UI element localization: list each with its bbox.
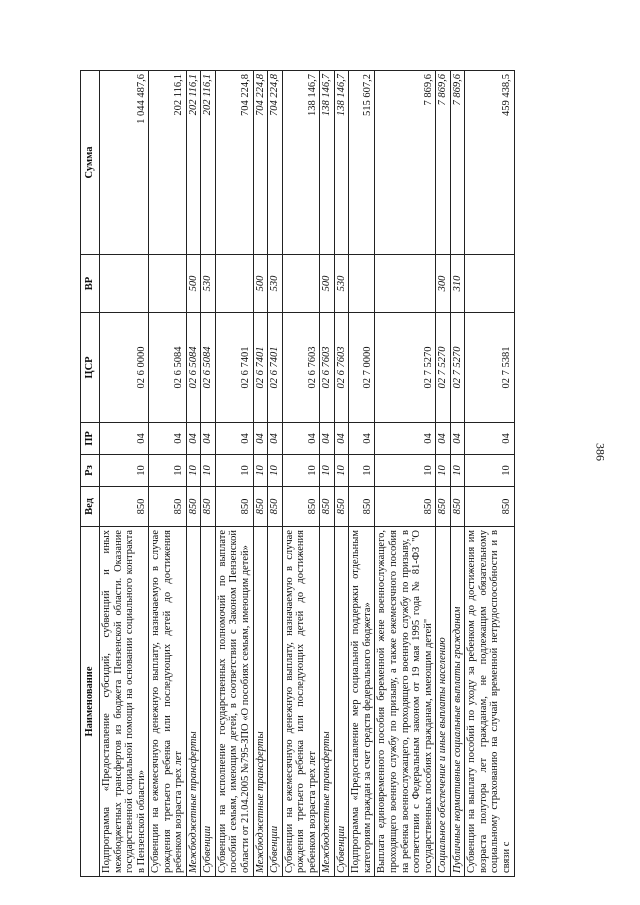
cell-csr: 02 6 5084: [149, 313, 187, 423]
cell-ved: 850: [349, 487, 375, 527]
cell-vr: 500: [253, 255, 268, 313]
cell-rz: 10: [253, 455, 268, 487]
cell-ved: 850: [100, 487, 149, 527]
cell-vr: 500: [320, 255, 335, 313]
cell-name: Межбюджетные трансферты: [186, 527, 201, 877]
cell-csr: 02 7 5270: [375, 313, 436, 423]
cell-pr: 04: [149, 423, 187, 455]
header-csr: ЦСР: [81, 313, 100, 423]
cell-csr: 02 6 5084: [201, 313, 216, 423]
cell-vr: [375, 255, 436, 313]
cell-ved: 850: [320, 487, 335, 527]
cell-rz: 10: [320, 455, 335, 487]
header-vr: ВР: [81, 255, 100, 313]
cell-sum: 138 146,7: [334, 71, 349, 255]
cell-ved: 850: [436, 487, 451, 527]
cell-rz: 10: [215, 455, 253, 487]
cell-sum: 202 116,1: [186, 71, 201, 255]
cell-rz: 10: [186, 455, 201, 487]
cell-pr: 04: [215, 423, 253, 455]
cell-rz: 10: [349, 455, 375, 487]
table-row: [282, 71, 320, 877]
cell-vr: 500: [186, 255, 201, 313]
cell-name: Субвенции на выплату пособий по уходу за ребенком до достижения им возраста полутора лет гражданам, не подлежащим обязательному социальному страхованию на случай временной нетрудоспособности и в связи с: [465, 527, 514, 877]
cell-pr: 04: [201, 423, 216, 455]
cell-sum: 138 146,7: [320, 71, 335, 255]
cell-pr: 04: [349, 423, 375, 455]
cell-sum: 138 146,7: [282, 71, 320, 255]
table-row: [334, 71, 349, 877]
cell-rz: 10: [375, 455, 436, 487]
cell-sum: 7 869,6: [450, 71, 465, 255]
header-name: Наименование: [81, 527, 100, 877]
cell-ved: 850: [253, 487, 268, 527]
cell-csr: 02 6 7603: [334, 313, 349, 423]
table-row: [149, 71, 187, 877]
cell-vr: 300: [436, 255, 451, 313]
cell-pr: 04: [282, 423, 320, 455]
cell-name: Подпрограмма «Предоставление мер социальной поддержки отдельным категориям граждан за счет средств федерального бюджета»: [349, 527, 375, 877]
table-header-row: [81, 71, 100, 877]
page-number: 386: [593, 443, 608, 461]
cell-vr: [215, 255, 253, 313]
cell-name: Субвенции: [268, 527, 283, 877]
cell-csr: 02 6 7401: [215, 313, 253, 423]
cell-name: Межбюджетные трансферты: [320, 527, 335, 877]
cell-name: Субвенции на ежемесячную денежную выплату, назначаемую в случае рождения третьего ребенка или последующих детей до достижения ребенком возраста трех лет: [149, 527, 187, 877]
cell-vr: [149, 255, 187, 313]
cell-name: Социальное обеспечение и иные выплаты населению: [436, 527, 451, 877]
cell-sum: 7 869,6: [436, 71, 451, 255]
cell-sum: 459 438,5: [465, 71, 514, 255]
cell-name: Субвенции на исполнение государственных полномочий по выплате пособий семьям, имеющим детей, в соответствии с Законом Пензенской области от 21.04.2005 №795-ЗПО «О пособиях семьям, имеющим детей»: [215, 527, 253, 877]
cell-name: Публичные нормативные социальные выплаты гражданам: [450, 527, 465, 877]
cell-ved: 850: [465, 487, 514, 527]
cell-vr: 530: [268, 255, 283, 313]
header-ved: Вед: [81, 487, 100, 527]
cell-rz: 10: [149, 455, 187, 487]
cell-csr: 02 6 5084: [186, 313, 201, 423]
table-row: [375, 71, 436, 877]
cell-sum: 515 607,2: [349, 71, 375, 255]
cell-pr: 04: [253, 423, 268, 455]
table-row: [436, 71, 451, 877]
table-row: [268, 71, 283, 877]
cell-ved: 850: [201, 487, 216, 527]
cell-csr: 02 7 5270: [436, 313, 451, 423]
cell-ved: 850: [375, 487, 436, 527]
cell-vr: 530: [201, 255, 216, 313]
cell-vr: [465, 255, 514, 313]
cell-rz: 10: [450, 455, 465, 487]
cell-csr: 02 6 7401: [253, 313, 268, 423]
cell-ved: 850: [450, 487, 465, 527]
cell-ved: 850: [282, 487, 320, 527]
cell-pr: 04: [320, 423, 335, 455]
cell-vr: 310: [450, 255, 465, 313]
budget-table: [80, 70, 515, 877]
table-row: [100, 71, 149, 877]
cell-sum: 1 044 487,6: [100, 71, 149, 255]
cell-name: Субвенции: [201, 527, 216, 877]
table-row: [186, 71, 201, 877]
table-row: [215, 71, 253, 877]
cell-pr: 04: [100, 423, 149, 455]
cell-csr: 02 7 5381: [465, 313, 514, 423]
cell-ved: 850: [215, 487, 253, 527]
cell-name: Субвенции: [334, 527, 349, 877]
table-row: [349, 71, 375, 877]
cell-rz: 10: [201, 455, 216, 487]
header-sum: Сумма: [81, 71, 100, 255]
header-pr: ПР: [81, 423, 100, 455]
cell-pr: 04: [465, 423, 514, 455]
cell-rz: 10: [282, 455, 320, 487]
cell-sum: 704 224,8: [253, 71, 268, 255]
cell-pr: 04: [334, 423, 349, 455]
cell-vr: [100, 255, 149, 313]
cell-sum: 704 224,8: [268, 71, 283, 255]
cell-csr: 02 6 0000: [100, 313, 149, 423]
cell-rz: 10: [100, 455, 149, 487]
cell-rz: 10: [465, 455, 514, 487]
cell-pr: 04: [268, 423, 283, 455]
table-row: [465, 71, 514, 877]
cell-pr: 04: [375, 423, 436, 455]
cell-csr: 02 6 7401: [268, 313, 283, 423]
cell-name: Межбюджетные трансферты: [253, 527, 268, 877]
cell-rz: 10: [436, 455, 451, 487]
cell-ved: 850: [334, 487, 349, 527]
cell-sum: 202 116,1: [149, 71, 187, 255]
cell-rz: 10: [268, 455, 283, 487]
cell-rz: 10: [334, 455, 349, 487]
cell-name: Подпрограмма «Предоставление субсидий, субвенций и иных межбюджетных трансфертов из бюджета Пензенской области. Оказание государственной социальной помощи на основании социального контракта в Пензенской области»: [100, 527, 149, 877]
cell-name: Выплата единовременного пособия беременной жене военнослужащего, проходящего военную службу по призыву, а также ежемесячного пособия на ребенка военнослужащего, проходящего военную службу по призыву, в соответствии с Федеральным законом от 19 мая 1995 года № 81-ФЗ "О государственных пособиях гражданам, имеющим детей": [375, 527, 436, 877]
header-rz: Рз: [81, 455, 100, 487]
cell-name: Субвенции на ежемесячную денежную выплату, назначаемую в случае рождения третьего ребенка или последующих детей до достижения ребенком возраста трех лет: [282, 527, 320, 877]
cell-csr: 02 7 0000: [349, 313, 375, 423]
cell-csr: 02 7 5270: [450, 313, 465, 423]
table-row: [320, 71, 335, 877]
table-row: [253, 71, 268, 877]
cell-vr: [349, 255, 375, 313]
rotated-page-content: [80, 71, 588, 877]
cell-ved: 850: [149, 487, 187, 527]
cell-sum: 704 224,8: [215, 71, 253, 255]
cell-ved: 850: [186, 487, 201, 527]
table-row: [201, 71, 216, 877]
cell-pr: 04: [186, 423, 201, 455]
cell-csr: 02 6 7603: [282, 313, 320, 423]
cell-vr: [282, 255, 320, 313]
cell-pr: 04: [436, 423, 451, 455]
table-row: [450, 71, 465, 877]
cell-sum: 7 869,6: [375, 71, 436, 255]
cell-ved: 850: [268, 487, 283, 527]
cell-sum: 202 116,1: [201, 71, 216, 255]
cell-vr: 530: [334, 255, 349, 313]
cell-pr: 04: [450, 423, 465, 455]
cell-csr: 02 6 7603: [320, 313, 335, 423]
